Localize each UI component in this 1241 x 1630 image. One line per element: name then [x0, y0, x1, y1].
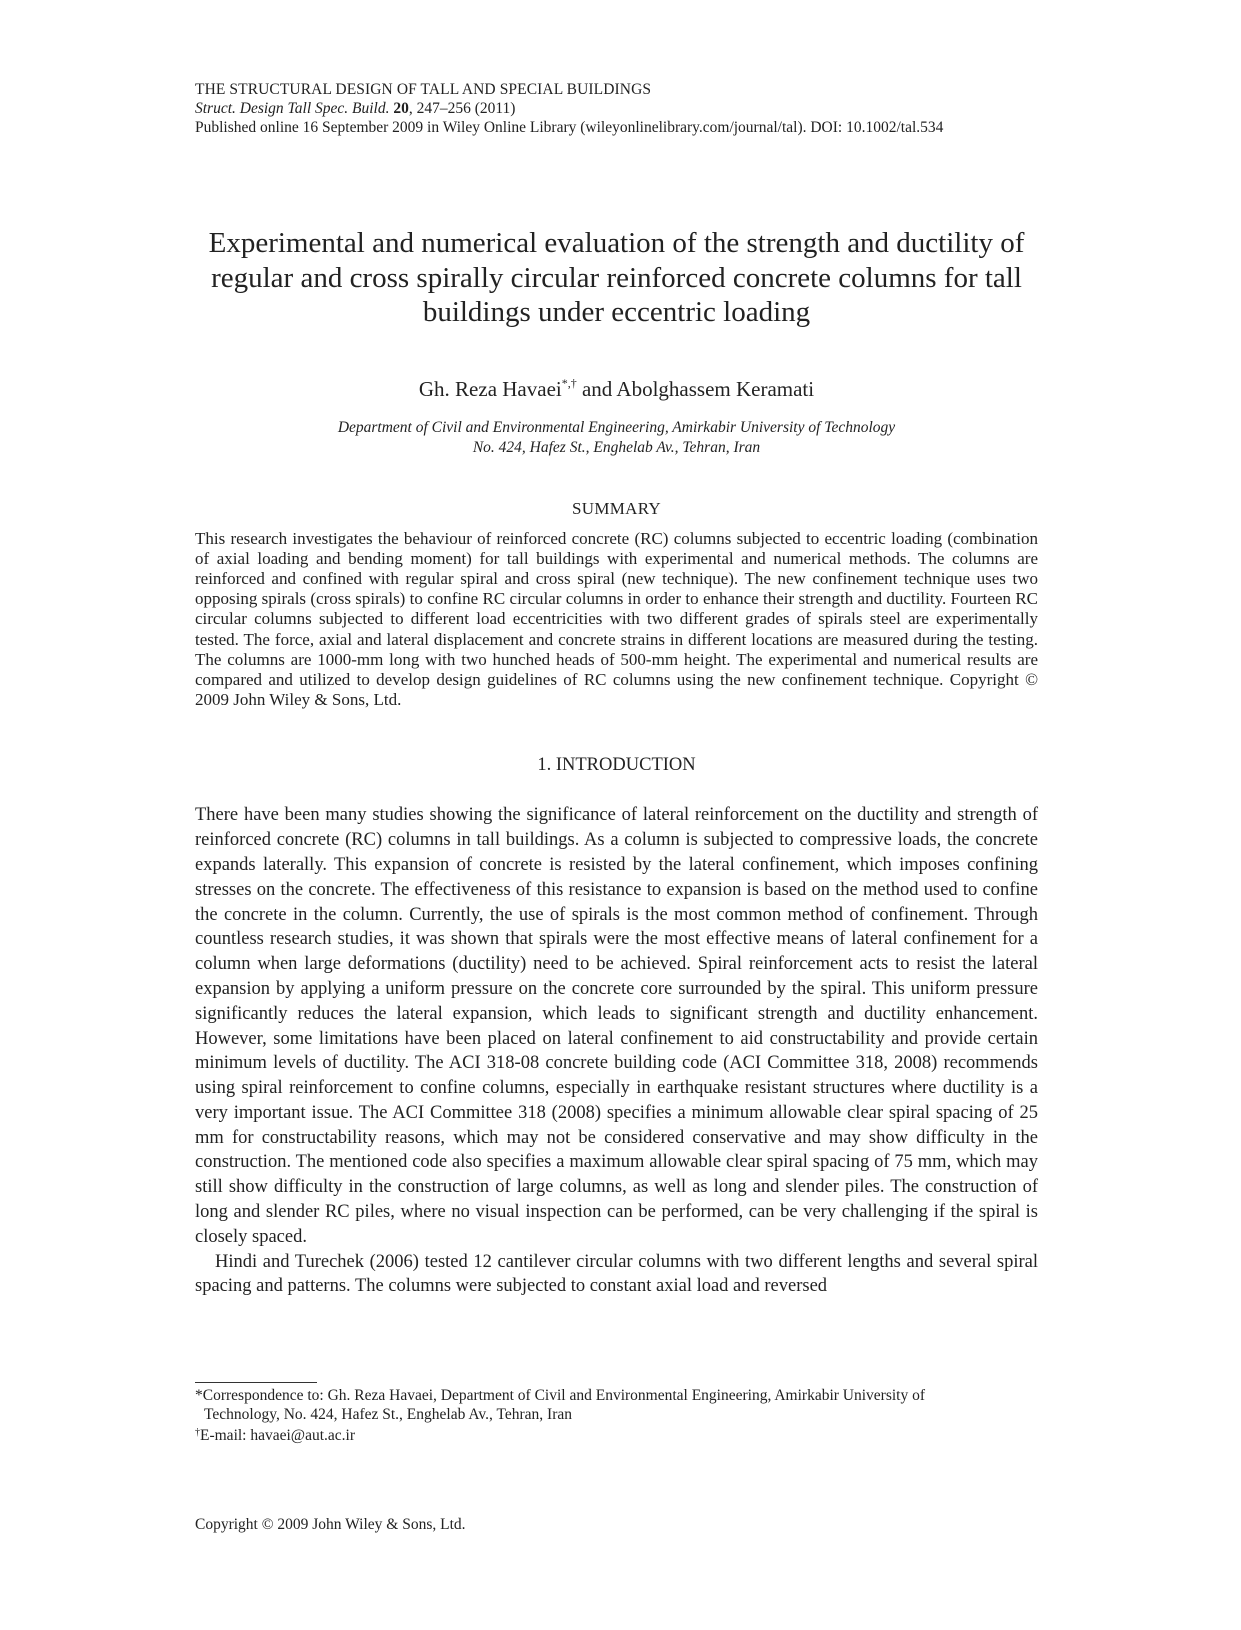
published-line: Published online 16 September 2009 in Wiley Online Library (wileyonlinelibrary.com/journal/tal). DOI: 10.1002/tal.534 [195, 119, 944, 136]
body-paragraph: There have been many studies showing the significance of lateral reinforcement on the ductility and strength of reinforced concrete (RC) columns in tall buildings. As a column is subjected to compressive loads, the concrete expands laterally. This expansion of concrete is resisted by the lateral confinement, which imposes confining stresses on the concrete. The effectiveness of this resistance to expansion is based on the method used to confine the concrete in the column. Currently, the use of spirals is the most common method of confinement. Through countless research studies, it was shown that spirals were the most effective means of lateral confinement for a column when large deformations (ductility) need to be achieved. Spiral reinforcement acts to resist the lateral expansion by applying a uniform pressure on the concrete core surrounded by the spiral. This uniform pressure significantly reduces the lateral expansion, which leads to significant strength and ductility enhancement. However, some limitations have been placed on lateral confinement to aid constructability and provide certain minimum levels of ductility. The ACI 318-08 concrete building code (ACI Committee 318, 2008) recommends using spiral reinforcement to confine columns, especially in earthquake resistant structures where ductility is a very important issue. The ACI Committee 318 (2008) specifies a minimum allowable clear spiral spacing of 25 mm for constructability reasons, which may not be considered conservative and may show difficulty in the construction. The mentioned code also specifies a maximum allowable clear spiral spacing of 75 mm, which may still show difficulty in the construction of large columns, as well as long and slender piles. The construction of long and slender RC piles, where no visual inspection can be performed, can be very challenging if the spiral is closely spaced. [195, 805, 1038, 1247]
journal-citation [195, 99, 1038, 118]
paper-title: Experimental and numerical evaluation of the strength and ductility of regular and cross spirally circular reinforced concrete columns for tall buildings under eccentric loading [208, 227, 1025, 328]
author-line [195, 370, 1038, 402]
affiliation [195, 418, 1038, 458]
summary-heading: SUMMARY [571, 498, 662, 518]
footnote-text: E-mail: havaei@aut.ac.ir [200, 1427, 355, 1444]
section-heading: 1. INTRODUCTION [537, 755, 696, 776]
body-paragraph: Hindi and Turechek (2006) tested 12 cantilever circular columns with two different lengths and several spiral spacing and patterns. The columns were subjected to constant axial load and reversed [195, 1251, 1038, 1297]
footnote-mark: * [195, 1387, 203, 1404]
citation-pages: , 247–256 (2011) [408, 100, 516, 117]
author-name: Abolghassem Keramati [616, 376, 815, 401]
affiliation-line: No. 424, Hafez St., Enghelab Av., Tehran, Iran [472, 438, 761, 456]
author-footnote-marks: *,† [561, 375, 577, 390]
footnote-email [195, 1424, 1038, 1446]
author-name: Gh. Reza Havaei [418, 376, 562, 401]
citation-volume: 20 [393, 100, 409, 117]
affiliation-line: Department of Civil and Environmental Engineering, Amirkabir University of Technology [337, 418, 896, 436]
footnote-correspondence [195, 1387, 1038, 1406]
paper-page [195, 80, 1038, 1299]
summary-text: This research investigates the behaviour of reinforced concrete (RC) columns subjected to eccentric loading (combination of axial loading and bending moment) for tall buildings with experimental and numerical methods. The columns are reinforced and confined with regular spiral and cross spiral (new technique). The new confinement technique uses two opposing spirals (cross spirals) to confine RC circular columns in order to enhance their strength and ductility. Fourteen RC circular columns subjected to different load eccentricities with two different grades of spirals steel are experimentally tested. The force, axial and lateral displacement and concrete strains in different locations are measured during the testing. The columns are 1000-mm long with two hunched heads of 500-mm height. The experimental and numerical results are compared and utilized to develop design guidelines of RC columns using the new confinement technique. Copyright © 2009 John Wiley & Sons, Ltd. [195, 528, 1038, 710]
footnote-divider [195, 1382, 317, 1383]
introduction-body [195, 803, 1038, 1299]
journal-header [195, 80, 1038, 137]
journal-name: THE STRUCTURAL DESIGN OF TALL AND SPECIAL BUILDINGS [195, 81, 652, 98]
footnote-mark: † [195, 1427, 200, 1438]
page-copyright: Copyright © 2009 John Wiley & Sons, Ltd. [195, 1516, 466, 1533]
footnote-text: Correspondence to: Gh. Reza Havaei, Department of Civil and Environmental Engineering, Amirkabir University of [202, 1387, 926, 1404]
citation-abbrev: Struct. Design Tall Spec. Build. [195, 100, 390, 117]
footnotes [195, 1387, 1038, 1446]
author-connector: and [576, 376, 617, 401]
footnote-continuation: Technology, No. 424, Hafez St., Enghelab Av., Tehran, Iran [204, 1405, 573, 1423]
